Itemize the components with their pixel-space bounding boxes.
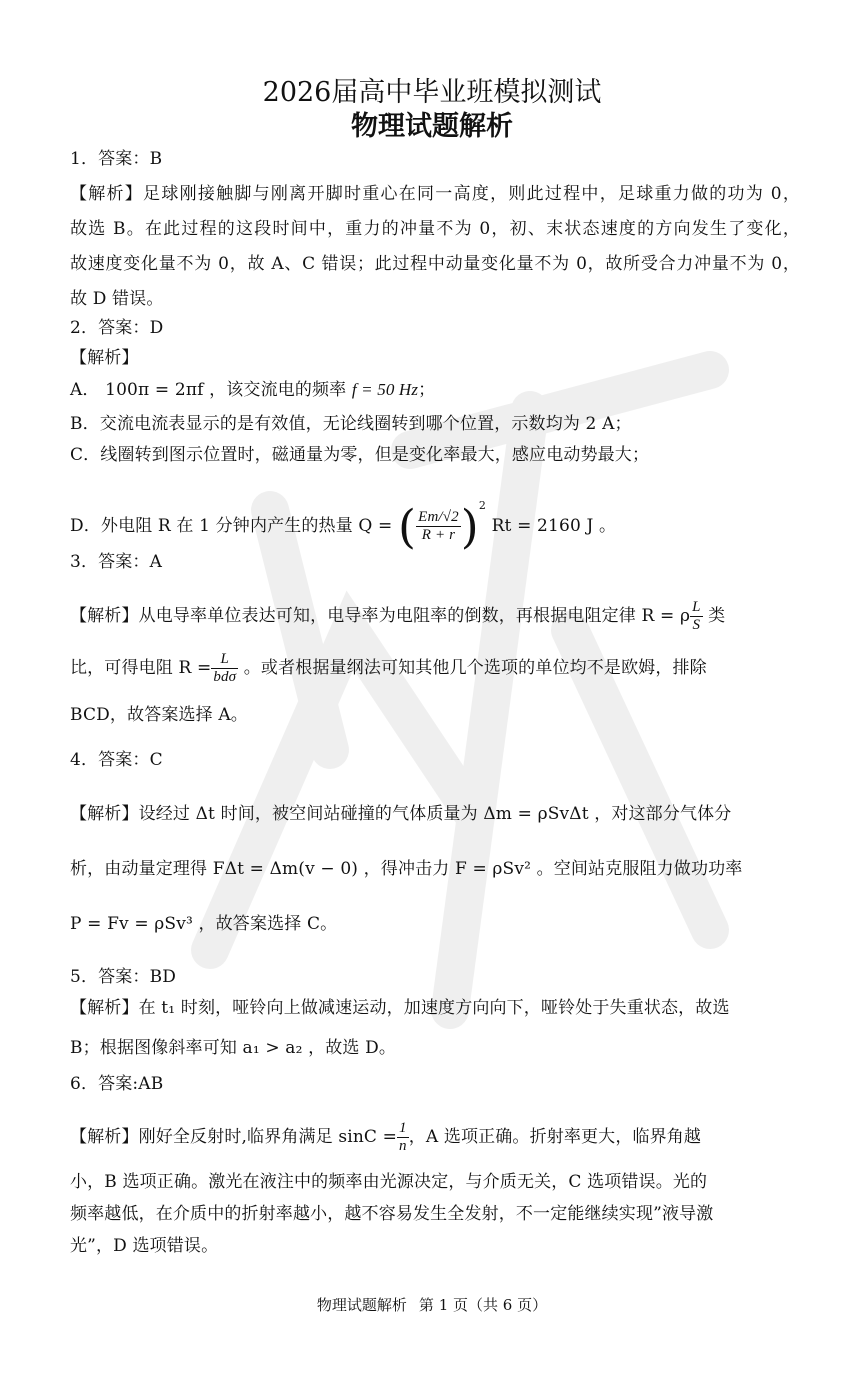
q4-line-1: 【解析】设经过 Δt 时间，被空间站碰撞的气体质量为 Δm = ρSvΔt ，对这部分气体分 — [70, 804, 732, 824]
q3-l1-numerator: L — [692, 599, 701, 615]
q2-d-numerator: Em/√2 — [418, 509, 459, 525]
q2-a-frequency: f = 50 Hz — [351, 380, 419, 399]
q3-l1-suffix: 类 — [708, 606, 726, 626]
q1-line-1: 【解析】足球刚接触脚与刚离开脚时重心在同一高度，则此过程中，足球重力做的功为 0， — [70, 184, 800, 204]
page-title: 2026届高中毕业班模拟测试 — [262, 77, 602, 108]
q3-l1-prefix: 【解析】从电导率单位表达可知，电导率为电阻率的倒数，再根据电阻定律 R = ρ — [70, 606, 691, 626]
q5-line-1: 【解析】在 t₁ 时刻，哑铃向上做减速运动，加速度方向向下，哑铃处于失重状态，故选 — [70, 998, 730, 1018]
q2-d-right-paren: ) — [460, 499, 479, 554]
q6-line-2: 小，B 选项正确。激光在液注中的频率由光源决定，与介质无关，C 选项错误。光的 — [70, 1172, 708, 1192]
q3-l2-denominator: bdσ — [213, 669, 237, 685]
q3-l1-denominator: S — [692, 617, 701, 633]
q4-line-3: P = Fv = ρSv³ ，故答案选择 C。 — [70, 914, 338, 934]
q3-l2-prefix: 比，可得电阻 R = — [70, 658, 212, 678]
q2-d-suffix: Rt = 2160 J 。 — [491, 516, 617, 536]
q3-line-2 — [70, 648, 800, 688]
q2-d-exponent: 2 — [478, 499, 487, 512]
q3-l2-fraction — [211, 651, 238, 686]
q2-d-denominator: R + r — [421, 527, 456, 543]
q2-option-d — [70, 484, 800, 554]
q1-line-2: 故选 B。在此过程的这段时间中，重力的冲量不为 0，初、末状态速度的方向发生了变化， — [70, 219, 800, 239]
q6-line-1 — [70, 1117, 800, 1157]
q6-l1-fraction — [397, 1120, 409, 1155]
q3-line-3: BCD，故答案选择 A。 — [70, 705, 248, 725]
q4-answer: 4．答案：C — [70, 750, 163, 770]
q1-line-3: 故速度变化量不为 0，故 A、C 错误；此过程中动量变化量不为 0，故所受合力冲量不为 0， — [70, 254, 800, 274]
q2-a-prefix: A． 100π = 2πf ，该交流电的频率 — [70, 380, 352, 400]
q3-line-1 — [70, 596, 800, 636]
footer-page-number: 第 1 页（共 6 页） — [418, 1296, 548, 1314]
page-subtitle: 物理试题解析 — [351, 111, 513, 142]
q6-l1-prefix: 【解析】刚好全反射时,临界角满足 sinC = — [70, 1127, 398, 1147]
q1-answer: 1．答案：B — [70, 149, 163, 169]
q2-option-a — [70, 379, 800, 401]
q3-answer: 3．答案：A — [70, 552, 162, 572]
q6-line-4: 光”，D 选项错误。 — [70, 1236, 219, 1256]
q2-option-c: C．线圈转到图示位置时，磁通量为零，但是变化率最大，感应电动势最大； — [70, 445, 650, 465]
q2-d-fraction — [416, 509, 461, 544]
q1-line-4: 故 D 错误。 — [70, 289, 164, 309]
q6-l1-suffix: ，A 选项正确。折射率更大，临界角越 — [408, 1127, 702, 1147]
q5-line-2: B；根据图像斜率可知 a₁ > a₂ ，故选 D。 — [70, 1038, 397, 1058]
q3-l1-fraction — [690, 599, 703, 634]
q6-l1-denominator: n — [399, 1138, 407, 1154]
q3-l2-numerator: L — [211, 651, 238, 669]
footer-doc-name: 物理试题解析 — [316, 1296, 407, 1314]
q2-analysis-label: 【解析】 — [70, 348, 139, 368]
q5-answer: 5．答案：BD — [70, 967, 176, 987]
page-footer — [0, 1294, 864, 1315]
q3-l2-suffix: 。或者根据量纲法可知其他几个选项的单位均不是欧姆，排除 — [243, 658, 707, 678]
q6-line-3: 频率越低，在介质中的折射率越小，越不容易发生全发射，不一定能继续实现”液导激 — [70, 1204, 714, 1224]
q2-answer: 2．答案：D — [70, 318, 164, 338]
q6-l1-numerator: 1 — [399, 1120, 407, 1136]
q6-answer: 6．答案:AB — [70, 1074, 164, 1094]
q2-a-suffix: ； — [418, 380, 436, 400]
q4-line-2: 析，由动量定理得 FΔt = Δm(v − 0) ，得冲击力 F = ρSv² 。空间站克服阻力做功功率 — [70, 859, 743, 879]
q2-d-left-paren: ( — [398, 499, 417, 554]
q2-option-b: B．交流电流表显示的是有效值，无论线圈转到哪个位置，示数均为 2 A； — [70, 414, 632, 434]
q2-d-prefix: D．外电阻 R 在 1 分钟内产生的热量 Q = — [70, 516, 393, 536]
